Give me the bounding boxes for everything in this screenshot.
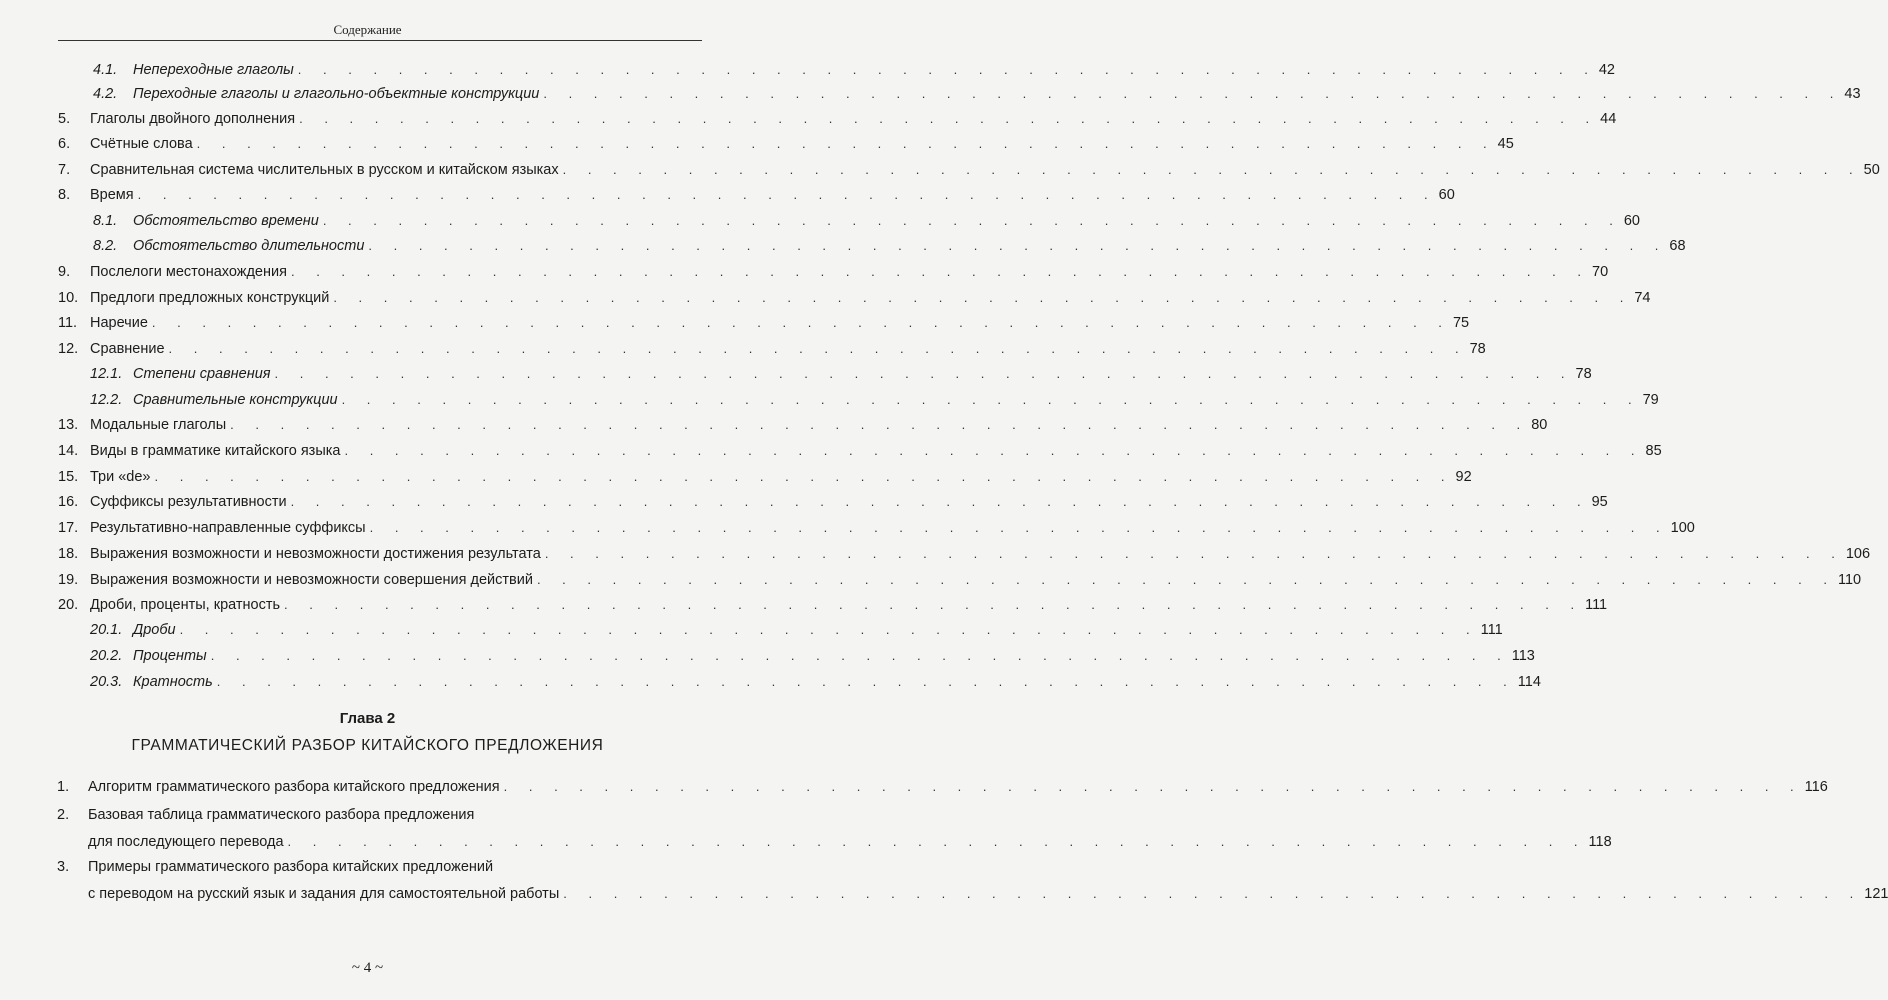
toc-entry [0, 568, 1862, 592]
toc-entry-page: 113 [1511, 648, 1535, 664]
toc-entry-page: 74 [1634, 290, 1651, 306]
toc-entry-title: Непереходные глаголы [133, 62, 294, 78]
toc-entry-number: 5. [58, 111, 71, 127]
leader-dots: . . . . . . . . . . . . . . . . . . . . . . . . . . . . . . . . . . . . . . . . . . . . . . . . . . . . [284, 597, 1584, 612]
toc-entry-number: 8.2. [93, 238, 118, 254]
toc-entry [0, 618, 1503, 642]
toc-entry [0, 439, 1662, 463]
leader-dots: . . . . . . . . . . . . . . . . . . . . . . . . . . . . . . . . . . . . . . . . . . . . . . . . . . . . [322, 213, 1622, 228]
toc-entry-page: 45 [1497, 136, 1514, 152]
chapter-heading: Глава 2 [339, 710, 396, 727]
toc-entry [0, 286, 1651, 310]
leader-dots: . . . . . . . . . . . . . . . . . . . . . . . . . . . . . . . . . . . . . . . . . . . . . . . . . . . . [154, 469, 1454, 484]
toc-entry [0, 183, 1455, 207]
leader-dots: . . . . . . . . . . . . . . . . . . . . . . . . . . . . . . . . . . . . . . . . . . . . . . . . . . . . [299, 111, 1599, 126]
chapter2-entry-line: Алгоритм грамматического разбора китайского предложения [88, 779, 500, 795]
toc-entry [0, 388, 1659, 412]
toc-entry-page: 111 [1585, 597, 1608, 613]
toc-entry [0, 593, 1608, 617]
toc-entry-page: 60 [1623, 213, 1640, 229]
toc-entry-number: 16. [58, 494, 79, 510]
toc-entry-page: 79 [1642, 392, 1659, 408]
leader-dots: . . . . . . . . . . . . . . . . . . . . . . . . . . . . . . . . . . . . . . . . . . . . . . . . . . . . [503, 779, 1803, 794]
toc-entry-page: 43 [1844, 86, 1861, 102]
toc-entry-page: 92 [1455, 469, 1472, 485]
toc-entry-title: Результативно-направленные суффиксы [90, 520, 366, 536]
toc-entry-number: 6. [58, 136, 71, 152]
toc-entry-number: 19. [58, 572, 79, 588]
toc-entry-title: Предлоги предложных конструкций [90, 290, 330, 306]
toc-entry [0, 465, 1472, 489]
toc-entry-number: 14. [58, 443, 79, 459]
leader-dots: . . . . . . . . . . . . . . . . . . . . . . . . . . . . . . . . . . . . . . . . . . . . . . . . . . . . [290, 264, 1590, 279]
toc-entry-title: Три «de» [90, 469, 151, 485]
leader-dots: . . . . . . . . . . . . . . . . . . . . . . . . . . . . . . . . . . . . . . . . . . . . . . . . . . . . [287, 834, 1587, 849]
toc-entry-number: 9. [58, 264, 71, 280]
toc-entry-number: 8. [58, 187, 71, 203]
toc-entry-title: Выражения возможности и невозможности совершения действий [90, 572, 533, 588]
toc-entry [0, 234, 1686, 258]
toc-entry-page: 100 [1670, 520, 1695, 536]
toc-entry [0, 670, 1541, 694]
toc-entry-number: 13. [58, 417, 79, 433]
toc-entry-title: Время [90, 187, 134, 203]
toc-entry-number: 12.2. [90, 392, 123, 408]
leader-dots: . . . . . . . . . . . . . . . . . . . . . . . . . . . . . . . . . . . . . . . . . . . . . . . . . . . . [168, 341, 1468, 356]
toc-entry-number: 18. [58, 546, 79, 562]
toc-entry-number: 12.1. [90, 366, 123, 382]
leader-dots: . . . . . . . . . . . . . . . . . . . . . . . . . . . . . . . . . . . . . . . . . . . . . . . . . . . . [543, 86, 1843, 101]
toc-entry-title: Сравнительные конструкции [133, 392, 338, 408]
toc-entry-title: Модальные глаголы [90, 417, 227, 433]
leader-dots: . . . . . . . . . . . . . . . . . . . . . . . . . . . . . . . . . . . . . . . . . . . . . . . . . . . . [274, 366, 1574, 381]
chapter2-entry [0, 855, 1888, 909]
chapter2-entry-line: для последующего перевода [88, 834, 284, 850]
toc-entry-title: Глаголы двойного дополнения [90, 111, 296, 127]
toc-entry-page: 60 [1438, 187, 1455, 203]
toc-entry-title: Сравнение [90, 341, 165, 357]
toc-entry-title: Счётные слова [90, 136, 193, 152]
leader-dots: . . . . . . . . . . . . . . . . . . . . . . . . . . . . . . . . . . . . . . . . . . . . . . . . . . . . [210, 648, 1510, 663]
toc-entry-number: 17. [58, 520, 79, 536]
toc-entry [0, 337, 1486, 361]
leader-dots: . . . . . . . . . . . . . . . . . . . . . . . . . . . . . . . . . . . . . . . . . . . . . . . . . . . . [369, 520, 1669, 535]
toc-entry-page: 111 [1480, 622, 1503, 638]
chapter2-entry-number: 2. [57, 807, 70, 823]
chapter2-entry-line: Примеры грамматического разбора китайских предложений [88, 859, 494, 875]
toc-entry-number: 20.3. [90, 674, 123, 690]
leader-dots: . . . . . . . . . . . . . . . . . . . . . . . . . . . . . . . . . . . . . . . . . . . . . . . . . . . . [368, 238, 1668, 253]
chapter-title: ГРАММАТИЧЕСКИЙ РАЗБОР КИТАЙСКОГО ПРЕДЛОЖЕНИЯ [131, 737, 604, 754]
toc-entry-number: 15. [58, 469, 79, 485]
leader-dots: . . . . . . . . . . . . . . . . . . . . . . . . . . . . . . . . . . . . . . . . . . . . . . . . . . . . [297, 62, 1597, 77]
chapter2-entry-number: 3. [57, 859, 70, 875]
toc-entry-title: Сравнительная система числительных в русском и китайском языках [90, 162, 559, 178]
toc-entry-page: 114 [1517, 674, 1541, 690]
chapter2-entry-page: 116 [1804, 779, 1828, 795]
chapter2-entry-page: 118 [1588, 834, 1612, 850]
toc-entry-number: 11. [58, 315, 78, 331]
chapter2-entry-line: Базовая таблица грамматического разбора предложения [88, 807, 475, 823]
toc-entry-title: Виды в грамматике китайского языка [90, 443, 341, 459]
toc-entry-title: Обстоятельство времени [133, 213, 319, 229]
toc-entry [0, 490, 1608, 514]
leader-dots: . . . . . . . . . . . . . . . . . . . . . . . . . . . . . . . . . . . . . . . . . . . . . . . . . . . . [290, 494, 1590, 509]
toc-entry-title: Выражения возможности и невозможности достижения результата [90, 546, 541, 562]
toc-entry-page: 50 [1863, 162, 1880, 178]
toc-entry-page: 70 [1592, 264, 1609, 280]
toc-entry-page: 78 [1575, 366, 1592, 382]
toc-entry-title: Дроби [133, 622, 176, 638]
toc-entry-title: Степени сравнения [133, 366, 271, 382]
leader-dots: . . . . . . . . . . . . . . . . . . . . . . . . . . . . . . . . . . . . . . . . . . . . . . . . . . . . [151, 315, 1451, 330]
toc-entry-page: 78 [1469, 341, 1486, 357]
toc-entry [0, 132, 1514, 156]
toc-entry-page: 95 [1591, 494, 1608, 510]
chapter2-entry-line: с переводом на русский язык и задания для самостоятельной работы [88, 886, 560, 902]
toc-entry-page: 110 [1837, 572, 1862, 588]
toc-entry-page: 85 [1645, 443, 1662, 459]
toc-entry [0, 260, 1609, 284]
toc-entry-number: 20.1. [90, 622, 123, 638]
toc-entry [0, 209, 1640, 233]
leader-dots: . . . . . . . . . . . . . . . . . . . . . . . . . . . . . . . . . . . . . . . . . . . . . . . . . . . . [536, 572, 1836, 587]
leader-dots: . . . . . . . . . . . . . . . . . . . . . . . . . . . . . . . . . . . . . . . . . . . . . . . . . . . . [341, 392, 1641, 407]
toc-entry-title: Наречие [90, 315, 148, 331]
toc-entry-number: 8.1. [93, 213, 118, 229]
toc-entry [0, 413, 1548, 437]
leader-dots: . . . . . . . . . . . . . . . . . . . . . . . . . . . . . . . . . . . . . . . . . . . . . . . . . . . . [333, 290, 1633, 305]
leader-dots: . . . . . . . . . . . . . . . . . . . . . . . . . . . . . . . . . . . . . . . . . . . . . . . . . . . . [179, 622, 1479, 637]
chapter2-entry-page: 121 [1864, 886, 1888, 902]
toc-entry-page: 42 [1598, 62, 1615, 78]
toc-entry-number: 4.1. [93, 62, 118, 78]
toc-entry-title: Послелоги местонахождения [90, 264, 287, 280]
toc-entry-title: Дроби, проценты, кратность [90, 597, 281, 613]
toc-entry-page: 80 [1531, 417, 1548, 433]
toc-entry-number: 20.2. [90, 648, 123, 664]
leader-dots: . . . . . . . . . . . . . . . . . . . . . . . . . . . . . . . . . . . . . . . . . . . . . . . . . . . . [544, 546, 1844, 561]
leader-dots: . . . . . . . . . . . . . . . . . . . . . . . . . . . . . . . . . . . . . . . . . . . . . . . . . . . . [563, 886, 1863, 901]
toc-entry [0, 82, 1861, 106]
toc-entry-page: 106 [1845, 546, 1871, 562]
toc-entry-page: 68 [1669, 238, 1686, 254]
toc-entry-title: Проценты [133, 648, 207, 664]
toc-entry-page: 44 [1600, 111, 1617, 127]
toc-entry-number: 4.2. [93, 86, 118, 102]
toc-entry-title: Суффиксы результативности [90, 494, 287, 510]
toc-entry [0, 58, 1615, 82]
toc-entry-number: 10. [58, 290, 79, 306]
toc-entry-page: 75 [1452, 315, 1470, 331]
toc-entry-number: 20. [58, 597, 79, 613]
leader-dots: . . . . . . . . . . . . . . . . . . . . . . . . . . . . . . . . . . . . . . . . . . . . . . . . . . . . [344, 443, 1644, 458]
leader-dots: . . . . . . . . . . . . . . . . . . . . . . . . . . . . . . . . . . . . . . . . . . . . . . . . . . . . [562, 162, 1862, 177]
leader-dots: . . . . . . . . . . . . . . . . . . . . . . . . . . . . . . . . . . . . . . . . . . . . . . . . . . . . [137, 187, 1437, 202]
toc-entry [0, 311, 1470, 335]
toc-entry-title: Обстоятельство длительности [133, 238, 365, 254]
leader-dots: . . . . . . . . . . . . . . . . . . . . . . . . . . . . . . . . . . . . . . . . . . . . . . . . . . . . [216, 674, 1516, 689]
header-rule [58, 40, 702, 41]
toc-entry [0, 362, 1592, 386]
toc-entry-number: 7. [58, 162, 71, 178]
toc-entry [0, 107, 1617, 131]
leader-dots: . . . . . . . . . . . . . . . . . . . . . . . . . . . . . . . . . . . . . . . . . . . . . . . . . . . . [196, 136, 1496, 151]
toc-entry-title: Кратность [133, 674, 213, 690]
toc-entry [0, 516, 1695, 540]
chapter2-entry-number: 1. [57, 779, 70, 795]
running-header: Содержание [333, 22, 402, 37]
page-number: ~ 4 ~ [351, 960, 384, 976]
toc-entry [0, 644, 1535, 668]
chapter2-entry [0, 803, 1612, 857]
toc-entry [0, 542, 1871, 566]
leader-dots: . . . . . . . . . . . . . . . . . . . . . . . . . . . . . . . . . . . . . . . . . . . . . . . . . . . . [230, 417, 1530, 432]
toc-entry-number: 12. [58, 341, 79, 357]
chapter2-entry [0, 775, 1828, 802]
toc-entry [0, 158, 1880, 182]
toc-entry-title: Переходные глаголы и глагольно-объектные конструкции [133, 86, 540, 102]
